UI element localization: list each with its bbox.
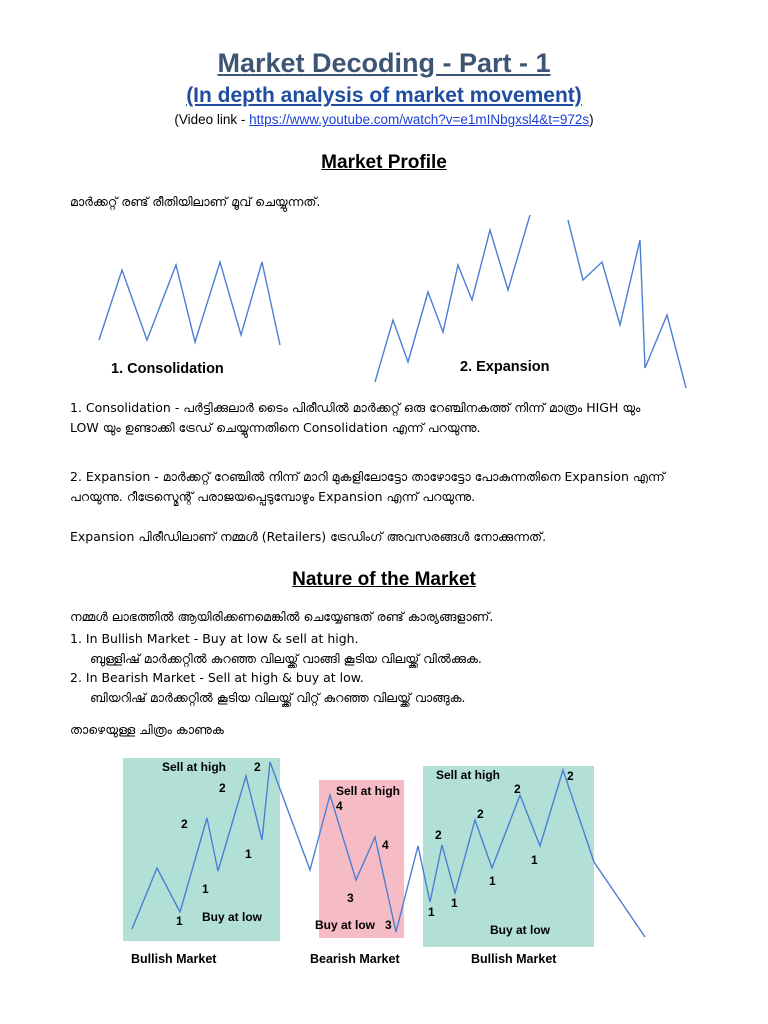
num-label: 2	[514, 782, 521, 796]
bear-caption: Bearish Market	[310, 952, 400, 966]
bull1-caption: Bullish Market	[131, 952, 217, 966]
bullish-rule: 1. In Bullish Market - Buy at low & sell at high.	[70, 631, 359, 646]
num-label: 2	[477, 807, 484, 821]
bearish-rule-ml: ബിയറിഷ് മാർക്കറ്റിൽ കൂടിയ വിലയ്ക്ക് വിറ്റ് കുറഞ്ഞ വിലയ്ക്ക് വാങ്ങുക.	[90, 690, 466, 705]
bearish-rule: 2. In Bearish Market - Sell at high & buy at low.	[70, 670, 364, 685]
num-label: 1	[176, 914, 183, 928]
num-label: 2	[435, 828, 442, 842]
bull1-buy-label: Buy at low	[202, 910, 263, 924]
num-label: 4	[382, 838, 389, 852]
bull2-buy-label: Buy at low	[490, 923, 551, 937]
nature-heading: Nature of the Market	[292, 569, 476, 590]
expansion-paragraph: 2. Expansion - മാർക്കറ്റ് റേഞ്ചിൽ നിന്ന് മാറി മുകളിലോട്ടോ താഴോട്ടോ പോകുന്നതിനെ Expansion എന്ന് പറയുന്നു. റീട്രേസ്മെന്റ് പരാജയപ്പെടുമ്പോഴും Expansion എന്ന് പറയുന്നു.	[70, 469, 665, 504]
num-label: 2	[219, 781, 226, 795]
expansion-period-note: Expansion പിരീഡിലാണ് നമ്മൾ (Retailers) ട്രേഡിംഗ് അവസരങ്ങൾ നോക്കുന്നത്.	[70, 529, 547, 544]
num-label: 2	[567, 769, 574, 783]
consolidation-label: 1. Consolidation	[111, 361, 224, 377]
num-label: 1	[451, 896, 458, 910]
video-link-prefix: (Video link -	[174, 112, 250, 127]
num-label: 1	[428, 905, 435, 919]
consolidation-paragraph: 1. Consolidation - പർട്ടിക്കുലാർ ടൈം പിരീഡിൽ മാർക്കറ്റ് ഒരു റേഞ്ചിനകത്ത് നിന്ന് മാത്രം HIGH യും LOW യും ഉണ്ടാക്കി ട്രേഡ് ചെയ്യുന്നതിനെ Consolidation എന്ന് പറയുന്നു.	[70, 400, 641, 435]
expansion-label: 2. Expansion	[460, 359, 550, 375]
video-link[interactable]: https://www.youtube.com/watch?v=e1mINbgxsl4&t=972s	[249, 112, 590, 127]
page-subtitle: (In depth analysis of market movement)	[186, 84, 582, 107]
market-profile-intro: മാർക്കറ്റ് രണ്ട് രീതിയിലാണ് മൂവ് ചെയ്യുന്നത്.	[70, 194, 321, 209]
num-label: 1	[202, 882, 209, 896]
bull2-caption: Bullish Market	[471, 952, 557, 966]
bear-buy-label: Buy at low	[315, 918, 376, 932]
video-link-suffix: )	[589, 112, 594, 127]
market-profile-heading: Market Profile	[321, 152, 447, 173]
nature-intro: നമ്മൾ ലാഭത്തിൽ ആയിരിക്കണമെങ്കിൽ ചെയ്യേണ്ടത് രണ്ട് കാര്യങ്ങളാണ്.	[70, 609, 494, 624]
num-label: 1	[531, 853, 538, 867]
num-label: 4	[336, 799, 343, 813]
bull2-sell-label: Sell at high	[436, 768, 501, 782]
num-label: 1	[489, 874, 496, 888]
bull1-sell-label: Sell at high	[162, 760, 227, 774]
see-chart-note: താഴെയുള്ള ചിത്രം കാണുക	[70, 722, 224, 737]
num-label: 1	[245, 847, 252, 861]
bullish-rule-ml: ബുള്ളിഷ് മാർക്കറ്റിൽ കുറഞ്ഞ വിലയ്ക്ക് വാങ്ങി കൂടിയ വിലയ്ക്ക് വിൽക്കുക.	[90, 651, 482, 666]
num-label: 2	[254, 760, 261, 774]
num-label: 3	[347, 891, 354, 905]
page-title: Market Decoding - Part - 1	[217, 48, 551, 78]
bear-sell-label: Sell at high	[336, 784, 401, 798]
bear-box	[319, 780, 404, 938]
bull-box-2	[423, 766, 594, 947]
num-label: 3	[385, 918, 392, 932]
num-label: 2	[181, 817, 188, 831]
